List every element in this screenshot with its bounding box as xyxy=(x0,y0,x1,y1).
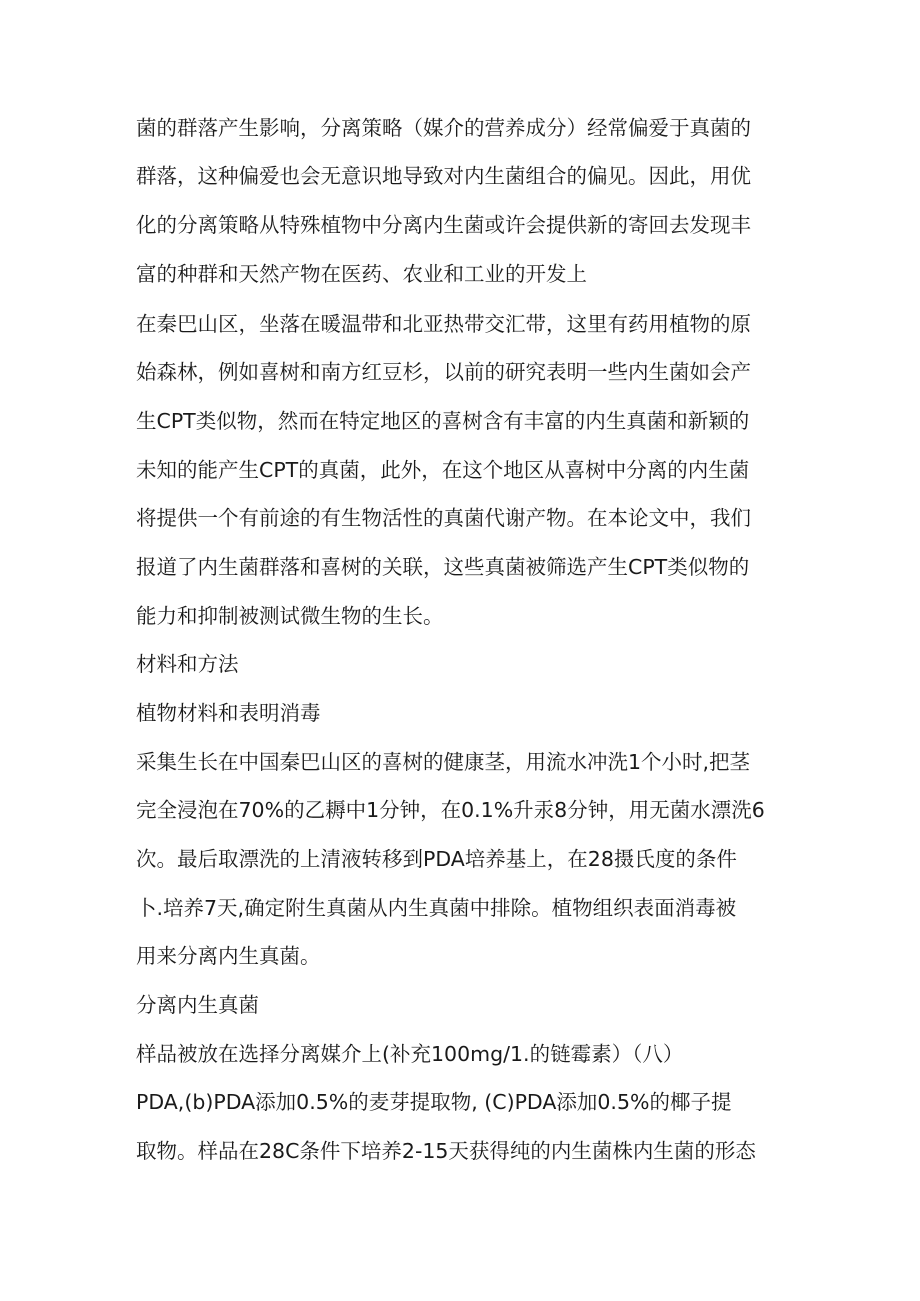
text-line: 完全浸泡在70%的乙耨中1分钟，在0.1%升汞8分钟，用无菌水漂洗6 xyxy=(136,798,765,822)
text-line: 始森林，例如喜树和南方红豆杉，以前的研究表明一些内生菌如会产 xyxy=(136,360,751,384)
text-line: 菌的群落产生影响，分离策略（媒介的营养成分）经常偏爱于真菌的 xyxy=(136,116,751,140)
subsection-heading: 分离内生真菌 xyxy=(136,993,259,1017)
subsection-heading: 植物材料和表明消毒 xyxy=(136,701,321,725)
text-line: PDA,(b)PDA添加0.5%的麦芽提取物, (C)PDA添加0.5%的椰子提 xyxy=(136,1090,732,1114)
text-line: 生CPT类似物，然而在特定地区的喜树含有丰富的内生真菌和新颖的 xyxy=(136,409,750,433)
text-line: 富的种群和天然产物在医药、农业和工业的开发上 xyxy=(136,262,587,286)
text-line: 用来分离内生真菌。 xyxy=(136,944,321,968)
text-line: 次。最后取漂洗的上清液转移到PDA培养基上，在28摄氏度的条件 xyxy=(136,847,737,871)
text-line: 取物。样品在28C条件下培养2-15天获得纯的内生菌株内生菌的形态 xyxy=(136,1139,756,1163)
text-line: 化的分离策略从特殊植物中分离内生菌或许会提供新的寄回去发现丰 xyxy=(136,213,751,237)
text-line: 在秦巴山区，坐落在暖温带和北亚热带交汇带，这里有药用植物的原 xyxy=(136,312,751,336)
text-line: 能力和抑制被测试微生物的生长。 xyxy=(136,604,444,628)
text-line: 采集生长在中国秦巴山区的喜树的健康茎，用流水冲洗1个小时,把茎 xyxy=(136,750,751,774)
section-heading: 材料和方法 xyxy=(136,652,239,676)
text-line: 报道了内生菌群落和喜树的关联，这些真菌被筛选产生CPT类似物的 xyxy=(136,555,750,579)
text-line: 未知的能产生CPT的真菌，此外，在这个地区从喜树中分离的内生菌 xyxy=(136,458,750,482)
text-line: 将提供一个有前途的有生物活性的真菌代谢产物。在本论文中，我们 xyxy=(136,506,751,530)
text-line: 群落，这种偏爱也会无意识地导致对内生菌组合的偏见。因此，用优 xyxy=(136,164,751,188)
text-line: 卜.培养7天,确定附生真菌从内生真菌中排除。植物组织表面消毒被 xyxy=(136,896,737,920)
text-line: 样品被放在选择分离媒介上(补充100mg/1.的链霉素）（八） xyxy=(136,1042,684,1066)
